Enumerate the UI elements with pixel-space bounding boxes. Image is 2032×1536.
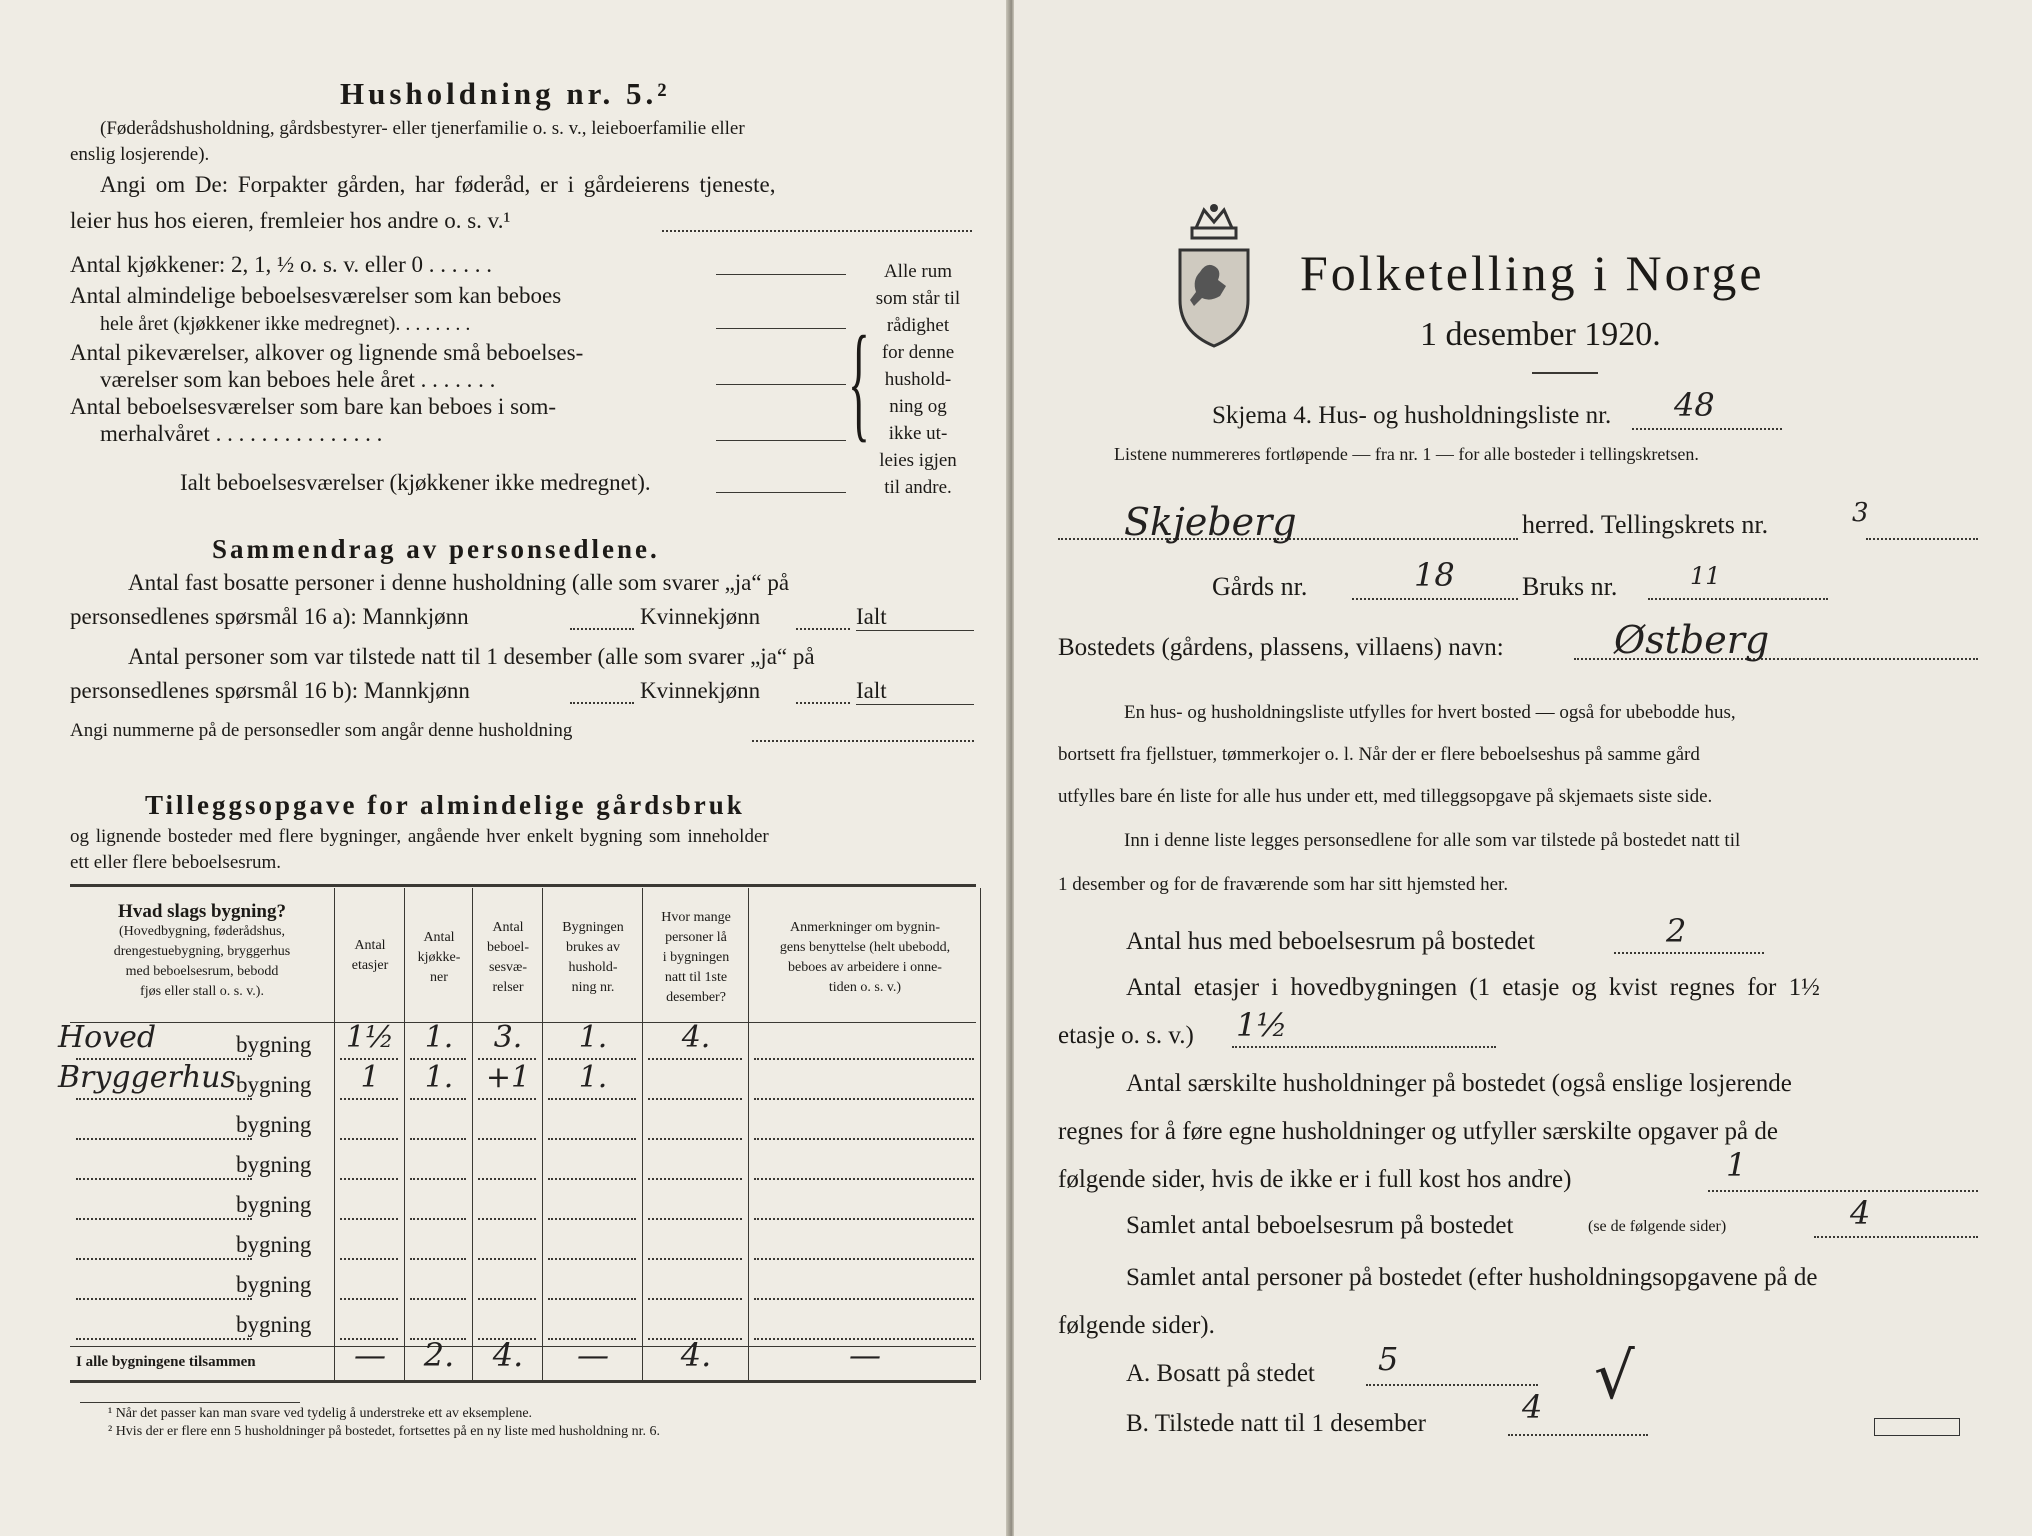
rooms-maid: Antal pikeværelser, alkover og lignende små beboelses- [70, 340, 584, 365]
gards-label: Gårds nr. [1212, 572, 1308, 601]
summary-line-4: personsedlenes spørsmål 16 b): Mannkjønn [70, 678, 470, 703]
rooms-ordinary-2: hele året (kjøkkener ikke medregnet). . . . . . . . [100, 313, 471, 335]
census-date: 1 desember 1920. [1420, 316, 1661, 353]
q4-value: 4 [1850, 1194, 1871, 1232]
gards-nr: 18 [1414, 556, 1455, 594]
rooms-summer-2: merhalvåret . . . . . . . . . . . . . . . [100, 421, 383, 446]
summary-total-b: Ialt [856, 678, 887, 703]
q1-value: 2 [1666, 912, 1687, 950]
q3-value: 1 [1726, 1146, 1747, 1184]
building-suffix: bygning [236, 1192, 312, 1217]
rooms-ordinary: Antal almindelige beboelsesværelser som kan beboes [70, 283, 562, 308]
qa-label: A. Bosatt på stedet [1126, 1360, 1315, 1387]
instruction-1: En hus- og husholdningsliste utfylles for hvert bosted — også for ubebodde hus, [1124, 702, 1736, 723]
summary-female-b: Kvinnekjønn [640, 678, 761, 703]
building-suffix: bygning [236, 1112, 312, 1137]
instruction-5: 1 desember og for de fraværende som har sitt hjemsted her. [1058, 874, 1509, 895]
instruction-4: Inn i denne liste legges personsedlene for alle som var tilstede på bostedet natt til [1124, 830, 1741, 851]
instruction-2: bortsett fra fjellstuer, tømmerkojer o. l. Når der er flere beboelseshus på samme gård [1058, 744, 1700, 765]
total-remarks: — [849, 1336, 881, 1374]
cell-etasjer: 1 [360, 1060, 380, 1095]
q3-label-2: regnes for å føre egne husholdninger og utfyller særskilte opgaver på de [1058, 1118, 1778, 1145]
total-household: — [577, 1336, 609, 1374]
total-persons: 4. [680, 1336, 712, 1374]
th-household: Bygningen brukes av hushold- ning nr. [562, 920, 624, 995]
summary-female-a: Kvinnekjønn [640, 604, 761, 629]
checkmark: √ [1594, 1340, 1635, 1414]
footnote-2: ² Hvis der er flere enn 5 husholdninger på bostedet, fortsettes på en ny liste med husholdning nr. 6. [108, 1424, 661, 1439]
summary-numbers: Angi nummerne på de personsedler som angår denne husholdning [70, 720, 573, 741]
rooms-summer: Antal beboelsesværelser som bare kan beboes i som- [70, 394, 557, 419]
th-remarks: Anmerkninger om bygnin- gens benyttelse (helt ubebodd, beboes av arbeidere i onne- tiden o. s. v.) [779, 920, 951, 995]
summary-total-a: Ialt [856, 604, 887, 629]
building-name: Bryggerhus [58, 1060, 236, 1095]
q3-label-1: Antal særskilte husholdninger på bostedet (også enslige losjerende [1126, 1070, 1792, 1097]
th-rooms: Antal beboel- sesvæ- relser [487, 920, 529, 995]
building-suffix: bygning [236, 1072, 312, 1097]
q4-note: (se de følgende sider) [1588, 1218, 1727, 1235]
cell-etasjer: 1½ [345, 1020, 395, 1055]
numbering-note: Listene nummereres fortløpende — fra nr. 1 — for alle bosteder i tellingskretsen. [1114, 444, 1699, 464]
total-rooms: 4. [492, 1336, 524, 1374]
rooms-kitchens: Antal kjøkkener: 2, 1, ½ o. s. v. eller 0 . . . . . . [70, 252, 493, 277]
summary-line-1: Antal fast bosatte personer i denne husholdning (alle som svarer „ja“ på [128, 570, 790, 595]
skjema-label: Skjema 4. Hus- og husholdningsliste nr. [1212, 402, 1612, 429]
footnote-1: ¹ Når det passer kan man svare ved tydelig å understreke ett av eksemplene. [108, 1406, 533, 1421]
building-suffix: bygning [236, 1312, 312, 1337]
bosted-value: Østberg [1614, 618, 1770, 662]
cell-personer: 4. [681, 1020, 711, 1055]
q5-label-1: Samlet antal personer på bostedet (efter husholdningsopgavene på de [1126, 1264, 1818, 1291]
cell-husholdning: 1. [578, 1060, 608, 1095]
left-page [0, 0, 1010, 1536]
supp-heading: Tilleggsopgave for almindelige gårdsbruk [145, 790, 745, 820]
bruks-nr: 11 [1690, 562, 1721, 590]
herred-label: herred. Tellingskrets nr. [1522, 510, 1769, 539]
total-kitchens: 2. [423, 1336, 455, 1374]
household-heading: Husholdning nr. 5.² [340, 76, 671, 111]
th-kitchens: Antal kjøkke- ner [417, 930, 461, 985]
skjema-nr: 48 [1674, 386, 1715, 424]
th-persons: Hvor mange personer lå i bygningen natt til 1ste desember? [661, 910, 731, 1005]
krets-nr: 3 [1852, 498, 1869, 528]
total-label: I alle bygningene tilsammen [76, 1354, 256, 1370]
supp-intro-1: og lignende bosteder med flere bygninger, angående hver enkelt bygning som inneholder [70, 826, 769, 847]
angi-line-1: Angi om De: Forpakter gården, har føderåd, er i gårdeierens tjeneste, [100, 172, 776, 197]
q5-label-2: følgende sider). [1058, 1312, 1215, 1339]
bosted-label: Bostedets (gårdens, plassens, villaens) navn: [1058, 634, 1504, 661]
intro-line-1: (Føderådshusholdning, gårdsbestyrer- eller tjenerfamilie o. s. v., leieboerfamilie eller [100, 118, 745, 139]
q2-value: 1½ [1236, 1006, 1288, 1044]
total-floors: — [354, 1336, 386, 1374]
q3-label-3: følgende sider, hvis de ikke er i full kost hos andre) [1058, 1166, 1572, 1193]
bruks-label: Bruks nr. [1522, 572, 1618, 601]
th-building: Hvad slags bygning? (Hovedbygning, føderådshus, drengestuebygning, bryggerhus med beboelsesrum, bebodd fjøs eller stall o. s. v.). [113, 901, 291, 999]
cell-kjokken: 1. [424, 1020, 454, 1055]
rooms-maid-2: værelser som kan beboes hele året . . . . . . . [100, 367, 496, 392]
q1-label: Antal hus med beboelsesrum på bostedet [1126, 928, 1535, 955]
building-suffix: bygning [236, 1272, 312, 1297]
building-suffix: bygning [236, 1032, 312, 1057]
summary-line-3: Antal personer som var tilstede natt til 1 desember (alle som svarer „ja“ på [128, 644, 815, 669]
q4-label: Samlet antal beboelsesrum på bostedet [1126, 1212, 1514, 1239]
summary-heading: Sammendrag av personsedlene. [212, 534, 660, 564]
building-suffix: bygning [236, 1152, 312, 1177]
qb-value: 4 [1522, 1388, 1543, 1426]
printer-stamp-icon [1874, 1418, 1960, 1436]
instruction-3: utfylles bare én liste for alle hus under ett, med tilleggsopgave på skjemaets siste side. [1058, 786, 1713, 807]
norway-crest-icon [1174, 200, 1254, 350]
th-floors: Antal etasjer [351, 938, 389, 973]
cell-vaerelser: +1 [485, 1060, 531, 1095]
brace-note: Alle rum som står til rådighet for denne hushold- ning og ikke ut- leies igjen til andre. [875, 261, 961, 498]
building-suffix: bygning [236, 1232, 312, 1257]
cell-vaerelser: 3. [493, 1020, 523, 1055]
angi-line-2: leier hus hos eieren, fremleier hos andre o. s. v.¹ [70, 208, 511, 233]
qa-value: 5 [1378, 1340, 1399, 1378]
qb-label: B. Tilstede natt til 1 desember [1126, 1410, 1426, 1437]
summary-line-2: personsedlenes spørsmål 16 a): Mannkjønn [70, 604, 469, 629]
q2-label-2: etasje o. s. v.) [1058, 1022, 1194, 1049]
supp-intro-2: ett eller flere beboelsesrum. [70, 852, 282, 873]
q2-label-1: Antal etasjer i hovedbygningen (1 etasje og kvist regnes for 1½ [1126, 974, 1820, 1001]
building-name: Hoved [58, 1020, 157, 1055]
rooms-total: Ialt beboelsesværelser (kjøkkener ikke medregnet). [180, 470, 651, 495]
cell-husholdning: 1. [578, 1020, 608, 1055]
cell-kjokken: 1. [424, 1060, 454, 1095]
right-page [1014, 0, 2032, 1536]
herred-value: Skjeberg [1124, 500, 1297, 544]
brace: { [848, 310, 870, 454]
census-title: Folketelling i Norge [1300, 245, 1765, 301]
intro-line-2: enslig losjerende). [70, 144, 210, 165]
